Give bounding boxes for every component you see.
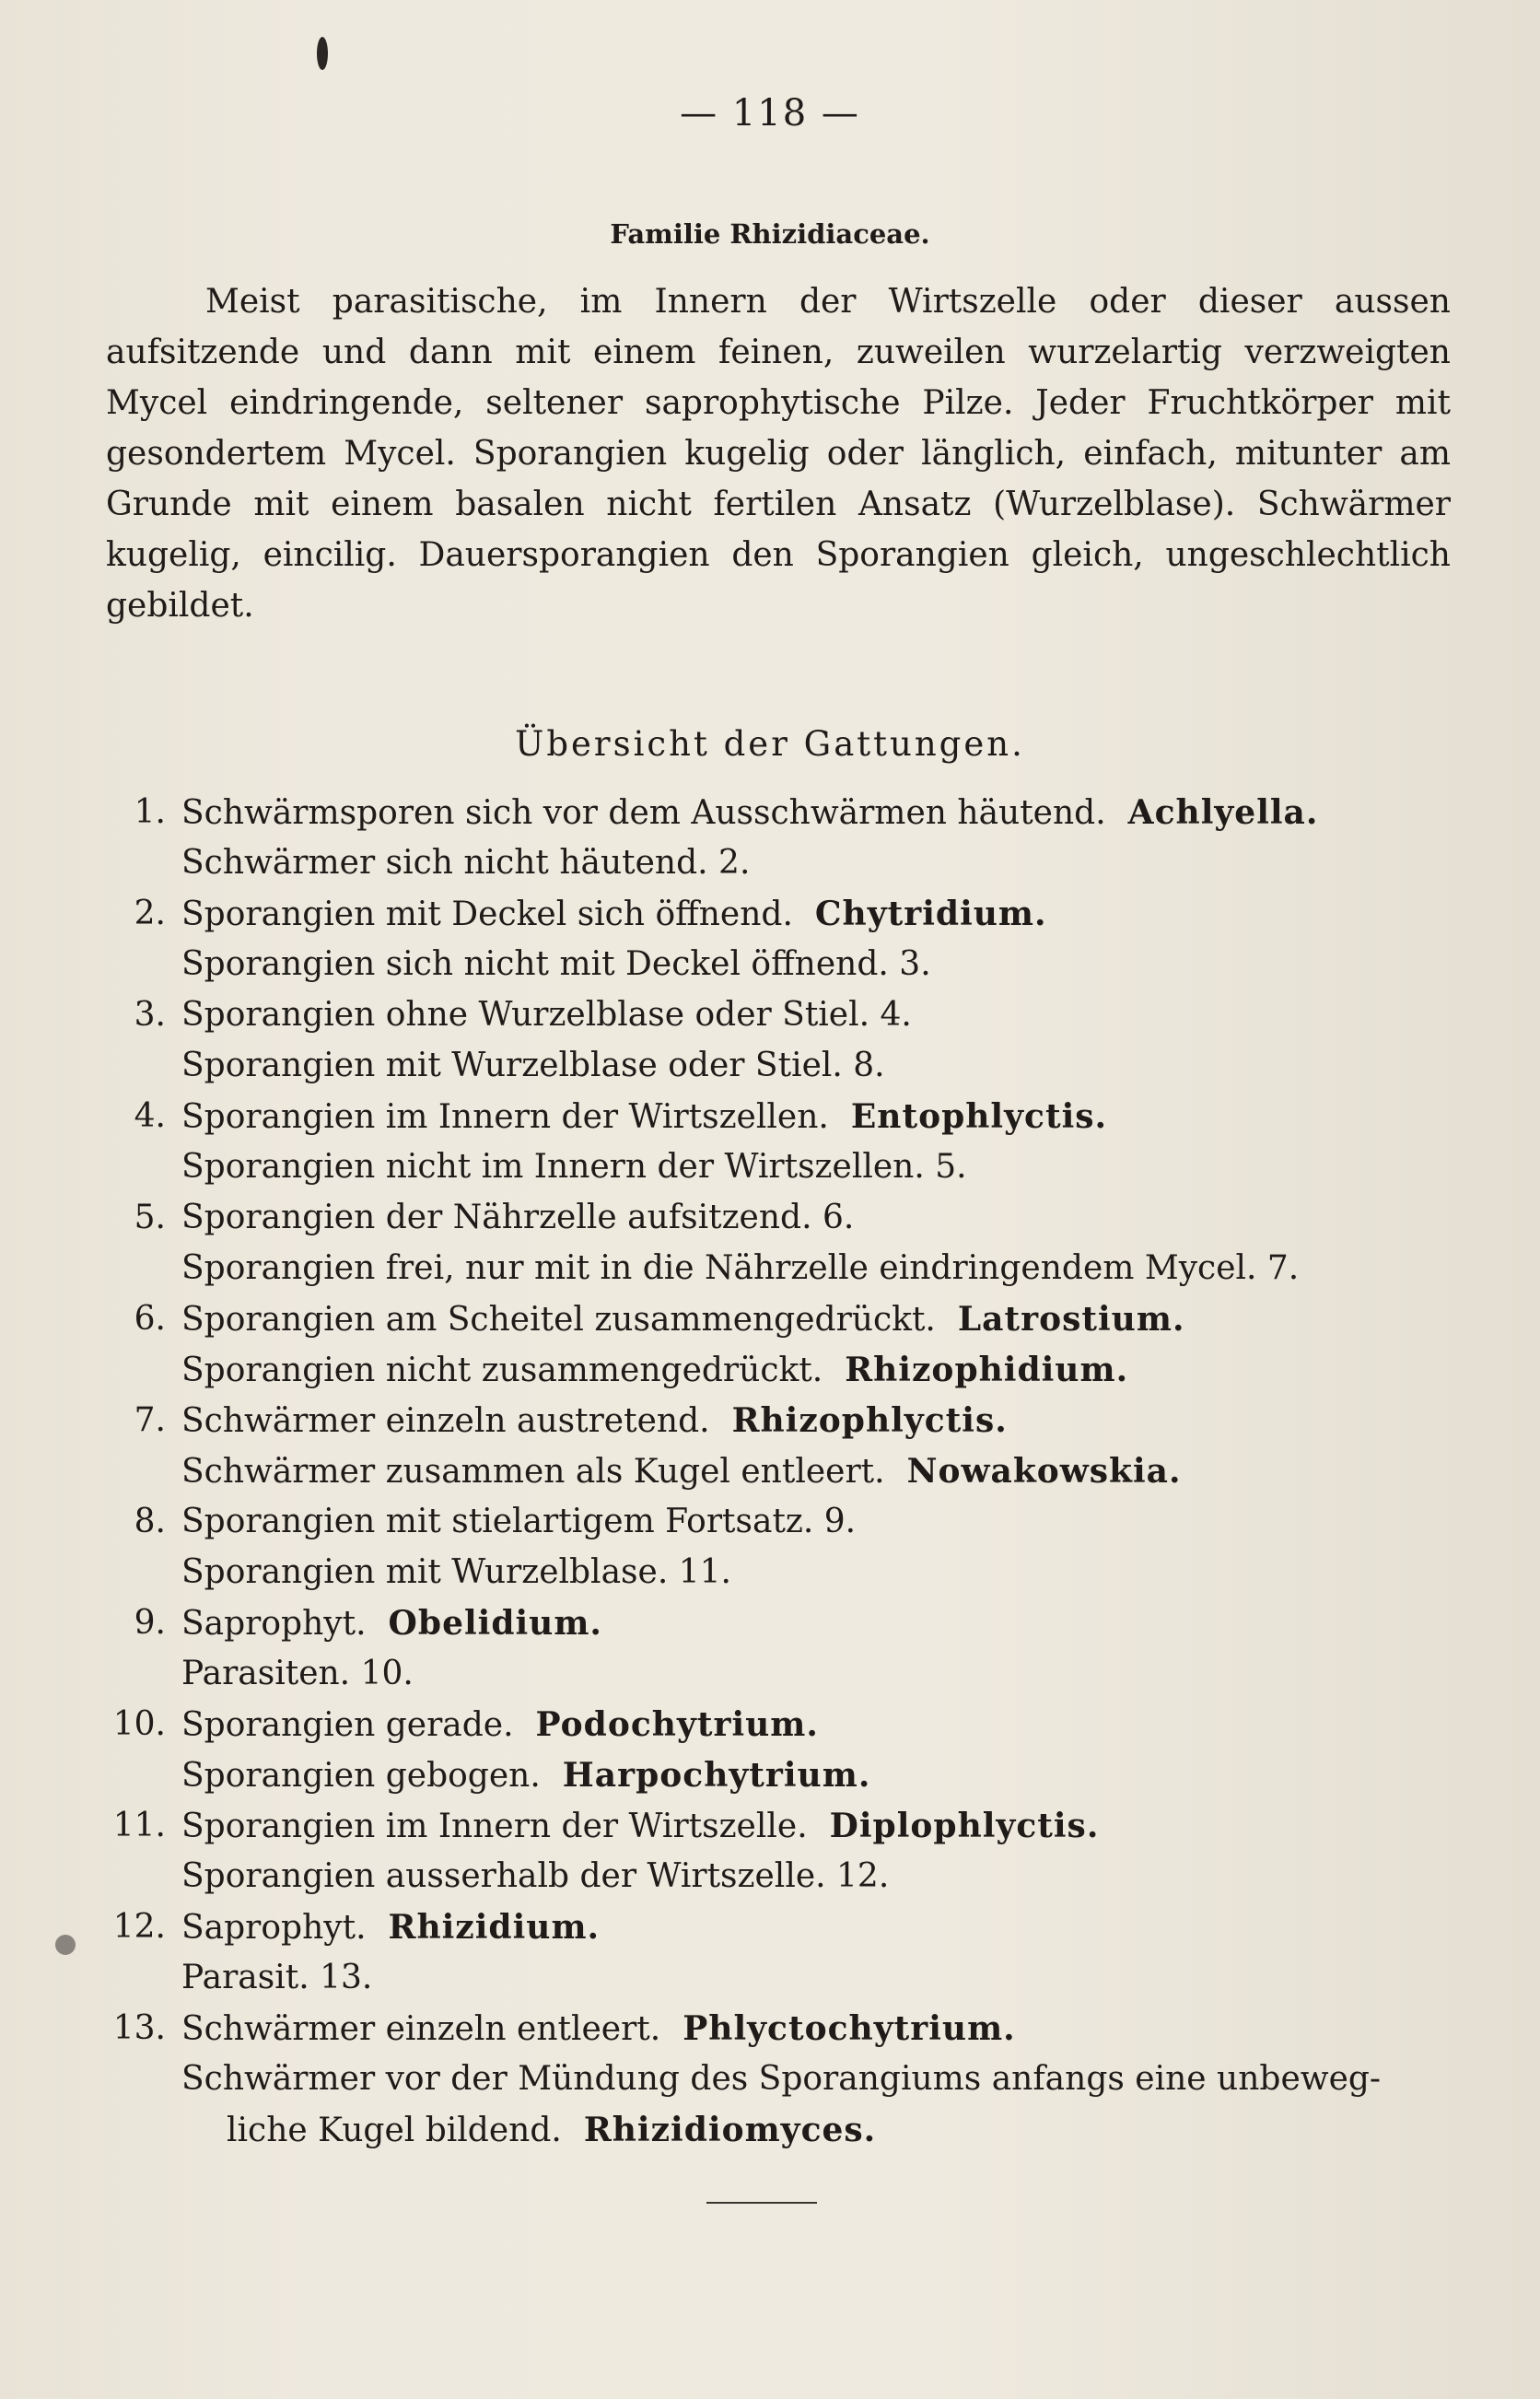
- key-description: Saprophyt.: [181, 1909, 367, 1947]
- key-text: [227, 2105, 876, 2156]
- key-description: Schwärmer sich nicht häutend. 2.: [181, 844, 751, 882]
- key-description: Sporangien am Scheitel zusammengedrückt.: [181, 1301, 936, 1339]
- key-description: Sporangien der Nährzelle aufsitzend. 6.: [181, 1199, 855, 1236]
- key-text: [181, 990, 912, 1040]
- key-description: Sporangien nicht im Innern der Wirtszellen. 5.: [181, 1148, 967, 1186]
- key-text: [181, 1953, 372, 2003]
- key-text: [181, 2004, 1016, 2054]
- key-description: Schwärmer einzeln austretend.: [181, 1402, 710, 1440]
- key-description: Sporangien frei, nur mit in die Nährzelle eindringendem Mycel. 7.: [181, 1249, 1300, 1287]
- key-description: Sporangien ohne Wurzelblase oder Stiel. 4.: [181, 996, 912, 1034]
- key-number: 13.: [112, 2009, 166, 2047]
- key-description: Sporangien im Innern der Wirtszellen.: [181, 1098, 829, 1136]
- key-text: [181, 1598, 602, 1649]
- key-text: [181, 1750, 870, 1801]
- genus-name: Rhizidiomyces.: [583, 2111, 877, 2149]
- genus-name: Entophlyctis.: [850, 1097, 1108, 1136]
- key-text: [181, 1142, 967, 1192]
- key-number: 5.: [134, 1199, 166, 1236]
- key-description: Schwärmsporen sich vor dem Ausschwärmen häutend.: [181, 794, 1106, 832]
- key-description: Sporangien ausserhalb der Wirtszelle. 12.: [181, 1857, 890, 1895]
- key-description: Schwärmer zusammen als Kugel entleert.: [181, 1453, 885, 1491]
- key-description: Sporangien sich nicht mit Deckel öffnend. 3.: [181, 945, 931, 983]
- key-text: [181, 1345, 1128, 1396]
- key-number: 7.: [134, 1401, 166, 1439]
- key-text: [181, 1700, 819, 1750]
- key-number: 10.: [112, 1705, 166, 1743]
- key-text: [181, 1396, 1008, 1446]
- key-description: Sporangien mit Wurzelblase oder Stiel. 8.: [181, 1047, 885, 1084]
- key-description: Sporangien mit Wurzelblase. 11.: [181, 1553, 731, 1591]
- key-description: liche Kugel bildend.: [227, 2112, 562, 2149]
- key-text: [181, 1649, 414, 1699]
- key-text: [181, 1092, 1107, 1142]
- key-description: Saprophyt.: [181, 1605, 367, 1643]
- key-description: Schwärmer einzeln entleert.: [181, 2010, 661, 2048]
- key-number: 4.: [134, 1097, 166, 1135]
- key-description: Sporangien mit Deckel sich öffnend.: [181, 895, 793, 933]
- key-number: 8.: [134, 1503, 166, 1540]
- genus-name: Rhizophidium.: [845, 1351, 1129, 1389]
- key-text: [181, 1193, 854, 1243]
- genus-name: Chytridium.: [814, 895, 1047, 933]
- key-description: Parasit. 13.: [181, 1959, 373, 1996]
- key-number: 11.: [112, 1807, 166, 1844]
- key-text: [181, 788, 1318, 838]
- genus-name: Harpochytrium.: [562, 1756, 871, 1795]
- key-text: [181, 2054, 1381, 2104]
- key-text: [181, 1244, 1299, 1293]
- ink-speck: [55, 1935, 76, 1955]
- family-heading: Familie Rhizidiaceae.: [610, 218, 930, 250]
- key-text: [181, 940, 931, 989]
- key-number: 2.: [134, 895, 166, 932]
- key-number: 6.: [134, 1300, 166, 1338]
- closing-rule: [706, 2202, 817, 2204]
- key-text: [181, 1852, 889, 1902]
- genus-name: Obelidium.: [388, 1604, 602, 1643]
- key-description: Sporangien mit stielartigem Fortsatz. 9.: [181, 1503, 857, 1540]
- key-text: [181, 1041, 885, 1091]
- key-text: [181, 889, 1047, 940]
- key-number: 12.: [112, 1908, 166, 1946]
- genus-name: Phlyctochytrium.: [682, 2009, 1016, 2048]
- ink-speck: [317, 37, 328, 70]
- overview-heading: Übersicht der Gattungen.: [515, 724, 1025, 764]
- key-description: Parasiten. 10.: [181, 1655, 414, 1692]
- genus-name: Rhizidium.: [388, 1908, 601, 1947]
- genus-name: Rhizophlyctis.: [731, 1401, 1008, 1440]
- key-text: [181, 1446, 1182, 1497]
- key-description: Sporangien gebogen.: [181, 1757, 541, 1795]
- key-number: 9.: [134, 1604, 166, 1642]
- genus-name: Diplophlyctis.: [829, 1807, 1100, 1845]
- genus-name: Achlyella.: [1127, 793, 1319, 832]
- key-description: Sporangien gerade.: [181, 1706, 514, 1744]
- key-description: Schwärmer vor der Mündung des Sporangiums anfangs eine unbeweg-: [181, 2060, 1382, 2098]
- key-text: [181, 1548, 731, 1597]
- genus-name: Latrostium.: [957, 1300, 1185, 1339]
- genus-name: Nowakowskia.: [906, 1452, 1182, 1491]
- key-text: [181, 1902, 600, 1953]
- key-description: Sporangien im Innern der Wirtszelle.: [181, 1808, 808, 1845]
- key-text: [181, 838, 750, 888]
- key-description: Sporangien nicht zusammengedrückt.: [181, 1352, 823, 1389]
- genus-name: Podochytrium.: [535, 1705, 819, 1744]
- key-number: 1.: [134, 793, 166, 831]
- key-number: 3.: [134, 996, 166, 1034]
- key-text: [181, 1294, 1184, 1345]
- key-text: [181, 1801, 1099, 1852]
- key-text: [181, 1497, 856, 1547]
- page-number: — 118 —: [680, 92, 860, 135]
- intro-paragraph: Meist parasitische, im Innern der Wirtszelle oder dieser aussen aufsitzende und dann mit einem feinen, zuweilen wurzelartig verzweigten Mycel eindringende, seltener saprophytische Pilze. Jeder Fruchtkörper mit gesondertem Mycel. Sporangien kugelig oder länglich, einfach, mitunter am Grunde mit einem basalen nicht fertilen Ansatz (Wurzelblase). Schwärmer kugelig, eincilig. Dauersporangien den Sporangien gleich, ungeschlechtlich gebildet.: [106, 283, 1451, 625]
